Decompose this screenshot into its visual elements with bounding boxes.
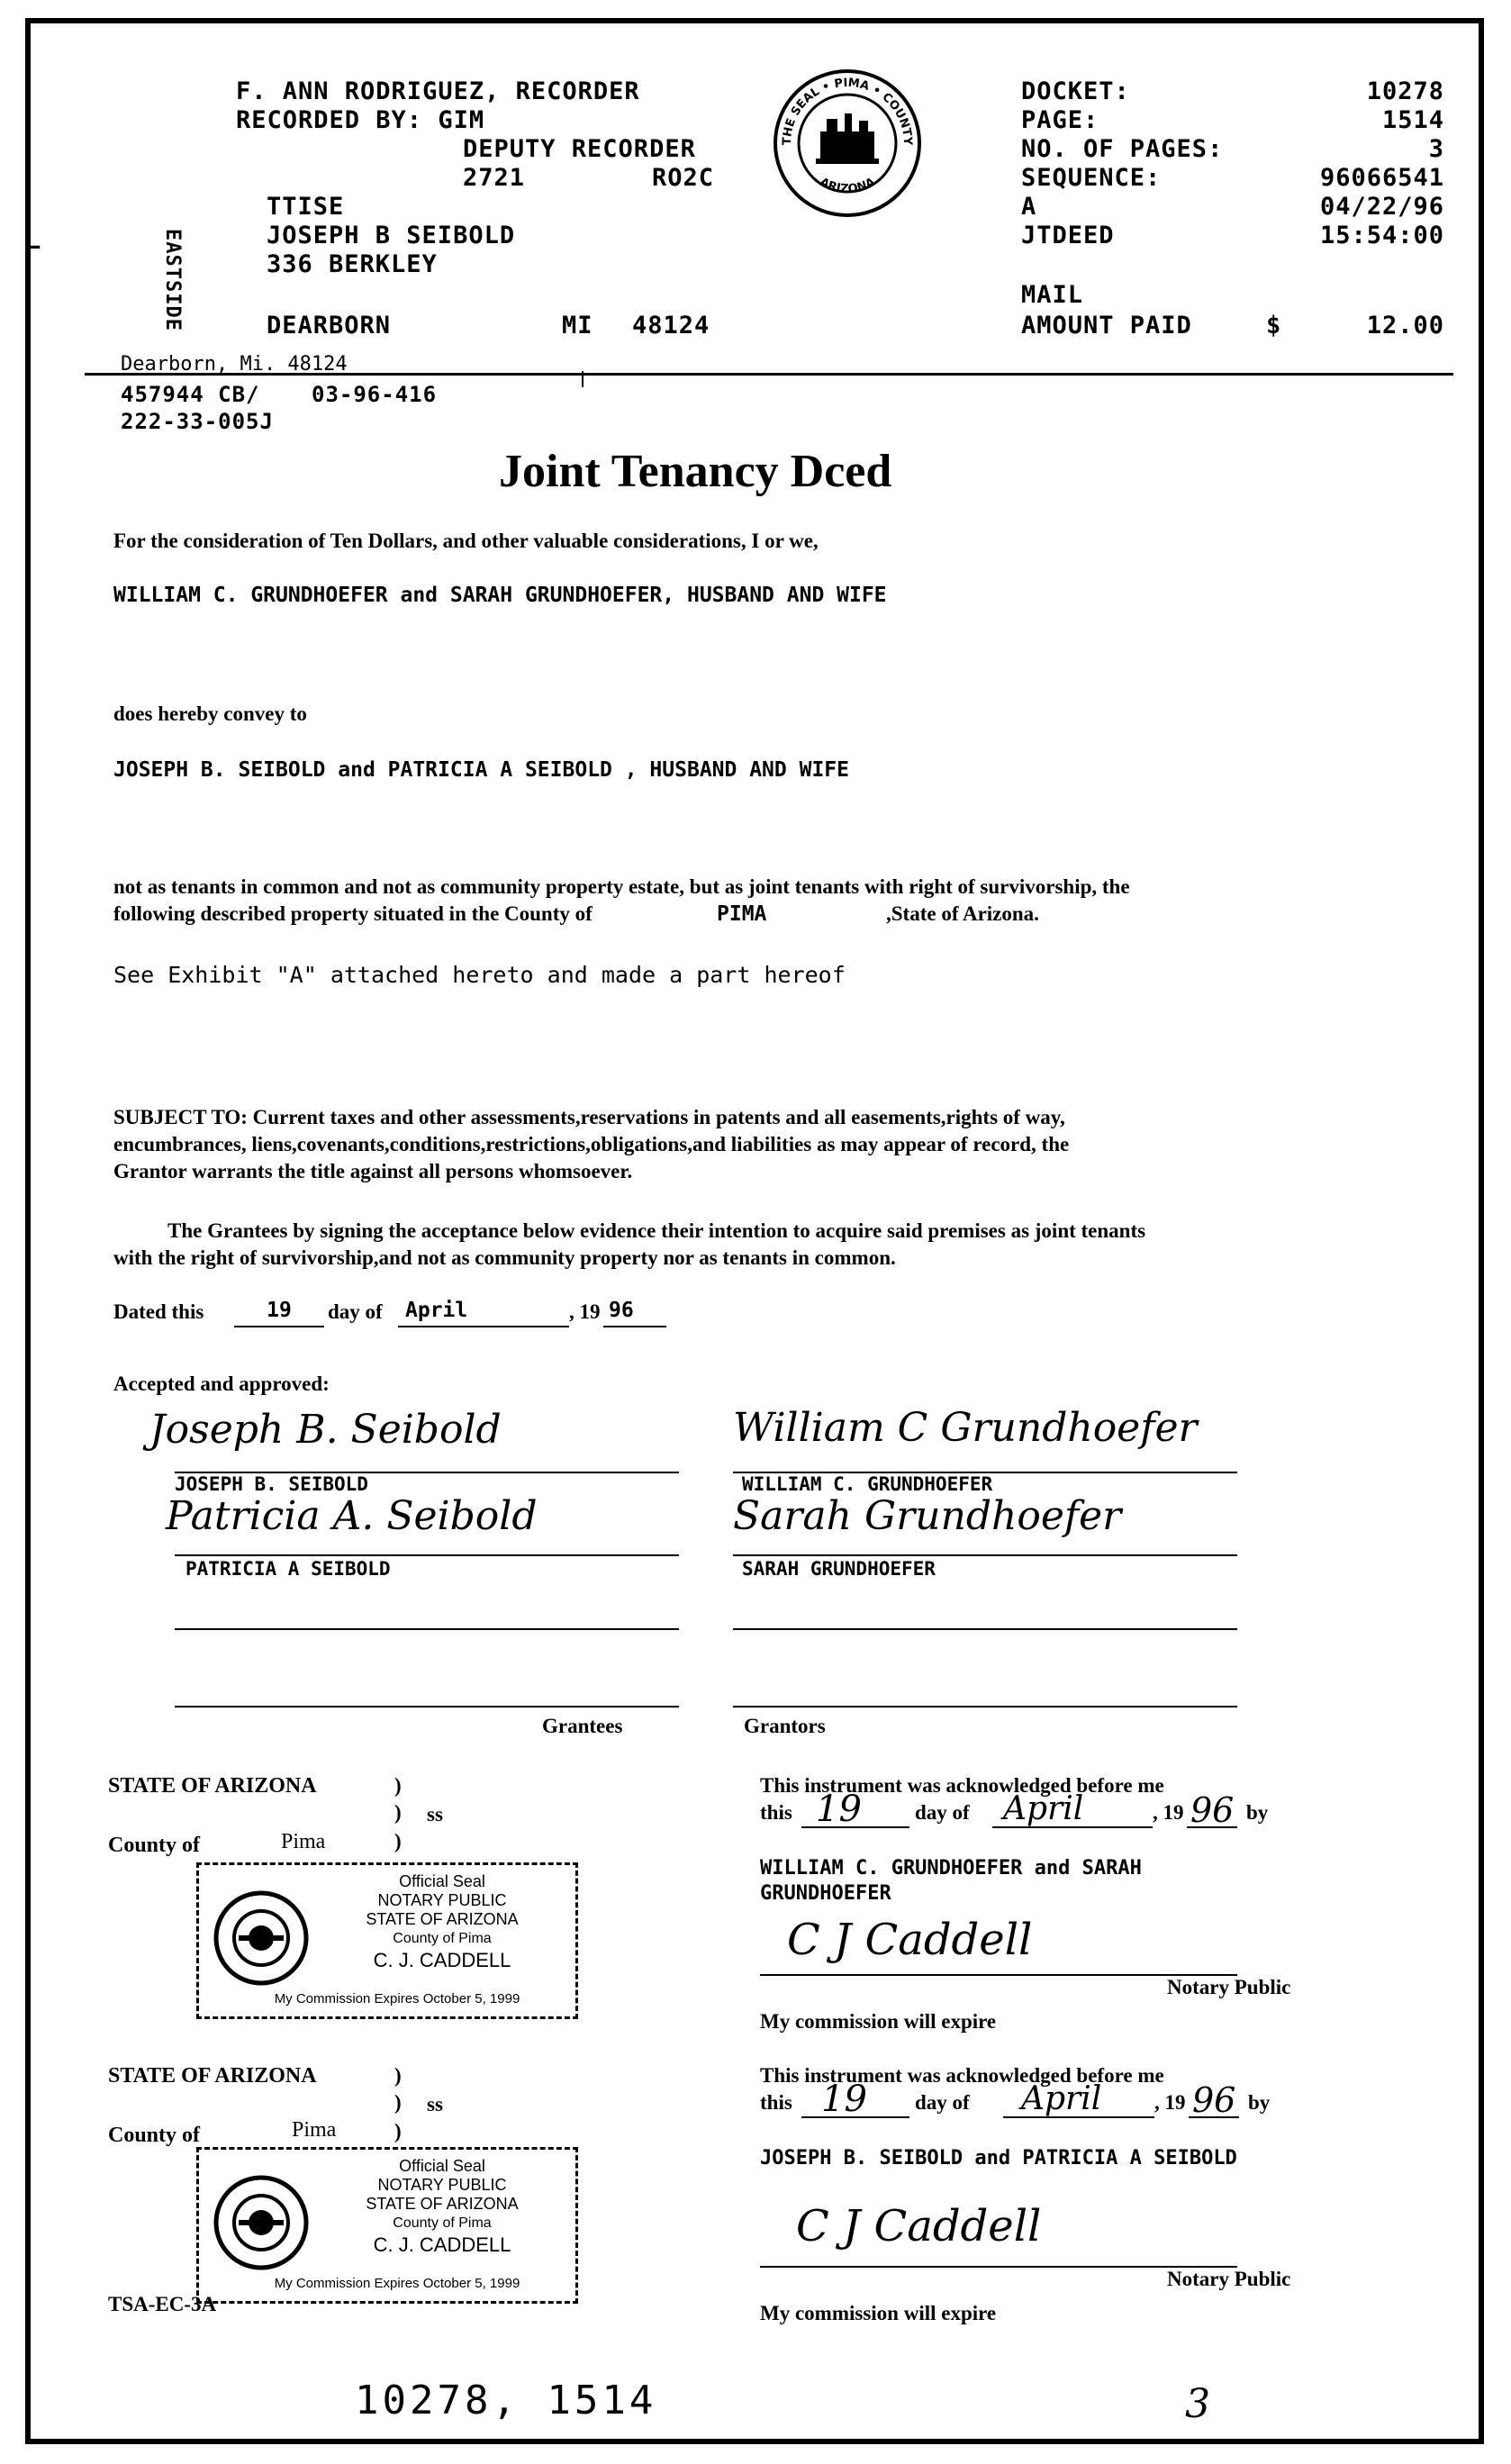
- notary1-seal-icon: [212, 1889, 311, 1992]
- notary2-ss: ss: [427, 2093, 443, 2115]
- grantor2-name: SARAH GRUNDHOEFER: [742, 1558, 936, 1580]
- pages-label: NO. OF PAGES:: [1021, 135, 1224, 163]
- notary2-stamp: [196, 2147, 578, 2304]
- blank-line-grantor-1: [733, 1628, 1237, 1630]
- handwritten-address: Dearborn, Mi. 48124: [121, 353, 348, 376]
- page-number: 3: [1185, 2381, 1210, 2427]
- mail-label: MAIL: [1021, 281, 1084, 309]
- notary2-stamp-line5: C. J. CADDELL: [373, 2233, 511, 2256]
- notary1-month: April: [1003, 1790, 1084, 1827]
- amount-currency: $: [1266, 312, 1282, 340]
- grantees-text-2: with the right of survivorship,and not as community property nor as tenants in common.: [113, 1246, 896, 1269]
- notary2-paren-1: ): [394, 2064, 402, 2087]
- amount-value: 12.00: [1366, 312, 1444, 340]
- recorded-by: RECORDED BY: GIM: [236, 106, 485, 134]
- a-value: 04/22/96: [1319, 193, 1444, 221]
- notary2-stamp-line6: My Commission Expires October 5, 1999: [274, 2276, 520, 2291]
- grantees-label: Grantees: [542, 1715, 623, 1737]
- exhibit-text: See Exhibit "A" attached hereto and made a part hereof: [113, 962, 846, 988]
- notary1-stamp-line5: C. J. CADDELL: [373, 1949, 511, 1971]
- notary1-stamp-line2: NOTARY PUBLIC: [377, 1891, 507, 1909]
- notary1-stamp: [196, 1862, 578, 2019]
- notary2-signature: C J Caddell: [796, 2201, 1042, 2251]
- notary2-year-line: [1189, 2116, 1239, 2118]
- notary2-seal-icon: [212, 2173, 311, 2277]
- sequence-value: 96066541: [1319, 164, 1444, 192]
- accepted-label: Accepted and approved:: [113, 1372, 330, 1395]
- addr-city: DEARBORN: [267, 312, 392, 340]
- grantee2-line: [175, 1554, 679, 1556]
- notary1-paren-2: ): [394, 1801, 402, 1824]
- tenancy-line-1: not as tenants in common and not as community property estate, but as joint tenants with right of survivorship, the: [113, 875, 1130, 898]
- seal-text-top: THE SEAL • PIMA • COUNTY: [780, 76, 915, 146]
- blank-line-grantee-1: [175, 1628, 679, 1630]
- convey-text: does hereby convey to: [113, 702, 307, 725]
- subject-line-1: SUBJECT TO: Current taxes and other assessments,reservations in patents and all easements,rights of way,: [113, 1106, 1065, 1128]
- notary1-month-line: [992, 1826, 1153, 1828]
- ref-number-1b: 03-96-416: [312, 382, 438, 407]
- dated-year-line: [603, 1326, 666, 1327]
- notary2-year-prefix: , 19: [1154, 2091, 1186, 2114]
- dated-dayof: day of: [328, 1300, 383, 1323]
- addr-state: MI: [562, 312, 593, 340]
- ref-number-2: 222-33-005J: [121, 409, 274, 434]
- notary1-commission: My commission will expire: [760, 2010, 997, 2033]
- addr-ttise: TTISE: [267, 193, 345, 221]
- deed-title: Joint Tenancy Dced: [499, 446, 892, 497]
- notary2-stamp-line4: County of Pima: [393, 2215, 492, 2231]
- grantee1-name: JOSEPH B. SEIBOLD: [175, 1473, 368, 1495]
- dated-prefix: Dated this: [113, 1300, 204, 1323]
- grantee2-name: PATRICIA A SEIBOLD: [185, 1558, 391, 1580]
- jtdeed-value: 15:54:00: [1319, 222, 1444, 249]
- notary2-paren-2: ): [394, 2091, 402, 2114]
- code-ro2c: RO2C: [652, 164, 715, 192]
- notary2-dayof: day of: [915, 2091, 970, 2114]
- dated-year-prefix: , 19: [569, 1300, 601, 1323]
- tenancy-line-2b: ,State of Arizona.: [886, 902, 1039, 925]
- notary2-county-value: Pima: [292, 2118, 337, 2142]
- notary1-ss: ss: [427, 1803, 443, 1825]
- notary1-stamp-line3: STATE OF ARIZONA: [366, 1910, 519, 1928]
- grantee2-signature: Patricia A. Seibold: [166, 1493, 538, 1539]
- county-name: PIMA: [717, 902, 767, 926]
- dated-day: 19: [267, 1299, 292, 1322]
- dated-month: April: [405, 1299, 468, 1322]
- notary2-public: Notary Public: [1167, 2268, 1291, 2290]
- notary2-day-line: [801, 2116, 909, 2118]
- docket-value: 10278: [1366, 77, 1444, 105]
- notary1-day-line: [801, 1826, 909, 1828]
- notary1-year-line: [1187, 1826, 1237, 1828]
- notary1-stamp-line4: County of Pima: [393, 1931, 492, 1946]
- deed-page: [25, 18, 1484, 2444]
- notary2-day: 19: [821, 2079, 867, 2120]
- grantor1-signature: William C Grundhoefer: [733, 1405, 1198, 1451]
- subject-line-2: encumbrances, liens,covenants,conditions,restrictions,obligations,and liabilities as may appear of record, the: [113, 1133, 1070, 1155]
- grantor1-name: WILLIAM C. GRUNDHOEFER: [742, 1473, 993, 1495]
- notary1-day: 19: [816, 1789, 862, 1830]
- grantors-names: WILLIAM C. GRUNDHOEFER and SARAH GRUNDHOEFER, HUSBAND AND WIFE: [113, 584, 887, 607]
- notary1-ack-line: This instrument was acknowledged before me: [760, 1774, 1164, 1797]
- grantee1-signature: Joseph B. Seibold: [149, 1407, 502, 1453]
- notary2-month: April: [1021, 2080, 1102, 2117]
- notary1-names-1: WILLIAM C. GRUNDHOEFER and SARAH: [760, 1857, 1142, 1880]
- tenancy-line-2a: following described property situated in the County of: [113, 902, 593, 925]
- notary1-this: this: [760, 1801, 792, 1824]
- grantor2-line: [733, 1554, 1237, 1556]
- deputy-recorder: DEPUTY RECORDER: [463, 135, 696, 163]
- notary1-stamp-line6: My Commission Expires October 5, 1999: [274, 1991, 520, 2007]
- notary2-sig-line: [760, 2266, 1237, 2268]
- notary1-dayof: day of: [915, 1801, 970, 1824]
- divider-tick: [582, 371, 584, 387]
- grantees-names: JOSEPH B. SEIBOLD and PATRICIA A SEIBOLD , HUSBAND AND WIFE: [113, 758, 849, 782]
- grantor2-signature: Sarah Grundhoefer: [733, 1493, 1122, 1539]
- ref-number-1: 457944 CB/: [121, 382, 260, 407]
- dated-day-line: [234, 1326, 324, 1327]
- page-label: PAGE:: [1021, 106, 1099, 134]
- grantors-label: Grantors: [744, 1715, 826, 1737]
- addr-zip: 48124: [632, 312, 710, 340]
- notary2-county-label: County of: [108, 2124, 201, 2147]
- amount-label: AMOUNT PAID: [1021, 312, 1192, 340]
- notary1-signature: C J Caddell: [787, 1915, 1033, 1965]
- docket-page-stamp: 10278, 1514: [355, 2378, 657, 2423]
- pages-value: 3: [1428, 135, 1444, 163]
- notary2-by: by: [1248, 2091, 1271, 2114]
- addr-street: 336 BERKLEY: [267, 250, 438, 278]
- notary2-paren-3: ): [394, 2120, 402, 2142]
- sequence-label: SEQUENCE:: [1021, 164, 1162, 192]
- notary1-by: by: [1246, 1801, 1269, 1824]
- notary2-year: 96: [1192, 2080, 1236, 2120]
- notary1-paren-3: ): [394, 1830, 402, 1853]
- consideration-text: For the consideration of Ten Dollars, and other valuable considerations, I or we,: [113, 530, 819, 552]
- notary1-county-label: County of: [108, 1834, 201, 1857]
- recorder-line: F. ANN RODRIGUEZ, RECORDER: [236, 77, 640, 105]
- code-2721: 2721: [463, 164, 526, 192]
- dated-year: 96: [609, 1299, 634, 1322]
- notary2-stamp-line1: Official Seal: [399, 2157, 485, 2175]
- grantees-text-1: The Grantees by signing the acceptance below evidence their intention to acquire said premises as joint tenants: [167, 1219, 1146, 1242]
- jtdeed-label: JTDEED: [1021, 222, 1115, 249]
- a-label: A: [1021, 193, 1037, 221]
- notary2-commission: My commission will expire: [760, 2302, 997, 2324]
- eastside-stamp: EASTSIDE: [161, 229, 184, 331]
- notary1-county-value: Pima: [281, 1830, 326, 1853]
- docket-label: DOCKET:: [1021, 77, 1130, 105]
- notary1-year-prefix: , 19: [1153, 1801, 1184, 1824]
- form-code: TSA-EC-3A: [108, 2293, 217, 2315]
- county-seal: [771, 67, 924, 220]
- page-value: 1514: [1381, 106, 1444, 134]
- notary2-this: this: [760, 2091, 792, 2114]
- notary2-stamp-line3: STATE OF ARIZONA: [366, 2195, 519, 2213]
- addr-name: JOSEPH B SEIBOLD: [267, 222, 516, 249]
- dated-month-line: [398, 1326, 569, 1327]
- blank-line-grantor-2: [733, 1706, 1237, 1708]
- notary1-stamp-line1: Official Seal: [399, 1872, 485, 1890]
- margin-dash: —: [25, 232, 41, 260]
- notary2-ack-line: This instrument was acknowledged before me: [760, 2064, 1164, 2087]
- notary2-state: STATE OF ARIZONA: [108, 2064, 317, 2088]
- seal-text-bottom: ARIZONA: [817, 175, 878, 196]
- blank-line-grantee-2: [175, 1706, 679, 1708]
- notary1-names-2: GRUNDHOEFER: [760, 1882, 891, 1905]
- notary1-paren-1: ): [394, 1774, 402, 1797]
- notary1-state: STATE OF ARIZONA: [108, 1774, 317, 1798]
- notary1-year: 96: [1190, 1790, 1235, 1830]
- notary2-month-line: [1003, 2116, 1154, 2118]
- notary2-names-1: JOSEPH B. SEIBOLD and PATRICIA A SEIBOLD: [760, 2147, 1237, 2170]
- subject-line-3: Grantor warrants the title against all persons whomsoever.: [113, 1160, 633, 1182]
- notary2-stamp-line2: NOTARY PUBLIC: [377, 2176, 507, 2194]
- notary1-sig-line: [760, 1974, 1237, 1976]
- notary1-public: Notary Public: [1167, 1976, 1291, 1998]
